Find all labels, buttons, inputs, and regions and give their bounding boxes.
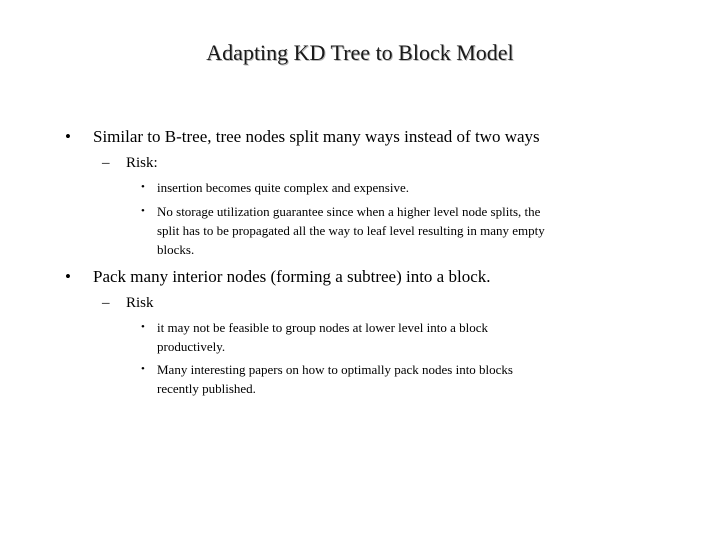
bullet-marker: • [65,127,71,146]
bullet-text: Pack many interior nodes (forming a subtree) into a block. [93,267,491,286]
detail-line: split has to be propagated all the way to leaf level resulting in many empty [157,223,545,238]
sub-point-risk-1 [102,154,158,172]
sub-point-text: Risk: [126,155,158,171]
bullet-text: Similar to B-tree, tree nodes split many ways instead of two ways [93,127,540,146]
dash-marker: – [102,155,110,171]
detail-line: Many interesting papers on how to optimally pack nodes into blocks [157,362,513,377]
sub-point-risk-2 [102,294,154,312]
detail-line: blocks. [157,242,195,257]
detail-point-1-2 [141,202,677,259]
detail-line: No storage utilization guarantee since when a higher level node splits, the [157,204,541,219]
detail-line: recently published. [157,381,256,396]
detail-point-2-2 [141,360,677,398]
sub-point-text: Risk [126,295,154,311]
bullet-marker: • [141,205,145,217]
detail-line: productively. [157,339,226,354]
bullet-point-1 [65,127,540,147]
detail-line: insertion becomes quite complex and expensive. [157,180,409,195]
detail-point-1-1 [141,178,677,197]
detail-line: it may not be feasible to group nodes at lower level into a block [157,320,489,335]
bullet-point-2 [65,267,491,287]
bullet-marker: • [141,321,145,333]
bullet-marker: • [141,363,145,375]
bullet-marker: • [141,181,145,193]
slide-title: Adapting KD Tree to Block Model [206,40,514,65]
dash-marker: – [102,295,110,311]
detail-point-2-1 [141,318,677,356]
bullet-marker: • [65,267,71,286]
